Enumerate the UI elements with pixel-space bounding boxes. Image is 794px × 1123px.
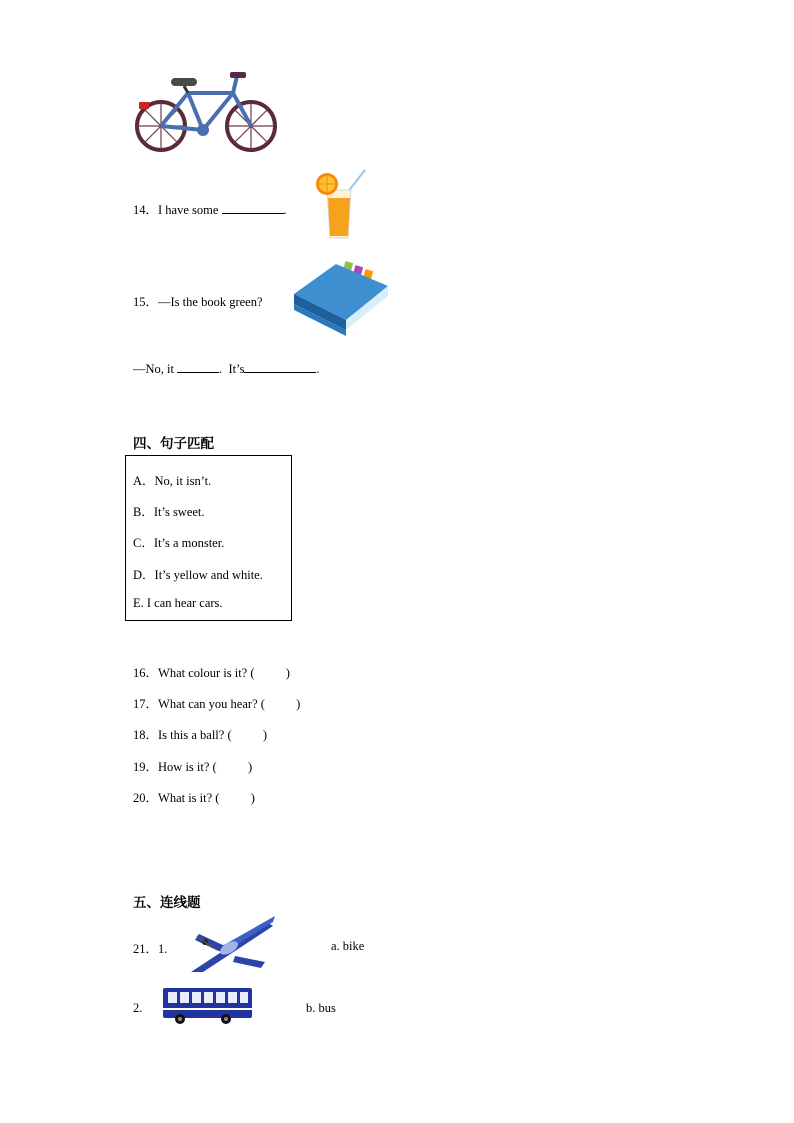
question-number: 21． xyxy=(133,942,159,956)
answer-paren[interactable]: ( ) xyxy=(215,791,255,805)
option-b xyxy=(133,502,205,520)
option-text: I can hear cars. xyxy=(146,596,223,610)
bicycle-image xyxy=(133,68,279,154)
option-d xyxy=(133,565,263,583)
answer-blank-1[interactable] xyxy=(177,360,219,373)
match-left-2: 2. xyxy=(133,1001,143,1015)
question-number: 20． xyxy=(133,791,159,805)
bus-image xyxy=(160,985,254,1027)
question-text: What is it? xyxy=(158,791,213,805)
options-box xyxy=(125,455,292,621)
option-c xyxy=(133,533,224,551)
answer-blank-2[interactable] xyxy=(244,360,316,373)
question-18 xyxy=(133,725,267,743)
answer-paren[interactable]: ( ) xyxy=(227,728,268,742)
question-14 xyxy=(133,200,287,218)
question-text: —Is the book green? xyxy=(158,295,263,309)
question-number: 17． xyxy=(133,697,159,711)
option-text: No, it isn’t. xyxy=(154,474,212,488)
orange-juice-image xyxy=(313,168,367,242)
question-text: Is this a ball? xyxy=(158,728,225,742)
match-right-b[interactable]: b. bus xyxy=(306,1001,336,1015)
question-text: What colour is it? xyxy=(158,666,248,680)
question-number: 15． xyxy=(133,295,159,309)
answer-mid: . It’s xyxy=(219,362,245,376)
question-number: 19． xyxy=(133,760,159,774)
question-text: I have some xyxy=(158,203,222,217)
option-text: It’s yellow and white. xyxy=(154,568,263,582)
question-number: 18． xyxy=(133,728,159,742)
option-letter: A． xyxy=(133,474,155,488)
question-21-number xyxy=(133,939,167,957)
option-e xyxy=(133,596,223,611)
option-text: It’s sweet. xyxy=(153,505,205,519)
option-letter: E. xyxy=(133,596,144,610)
answer-paren[interactable]: ( ) xyxy=(212,760,253,774)
question-17 xyxy=(133,694,300,712)
question-19 xyxy=(133,757,252,775)
answer-end: . xyxy=(316,362,320,376)
blue-book-image xyxy=(292,258,390,342)
section-5-heading: 五、连线题 xyxy=(133,895,201,911)
question-number: 16． xyxy=(133,666,159,680)
section-4-heading: 四、句子匹配 xyxy=(133,436,214,452)
question-15-answer xyxy=(133,360,320,377)
airplane-image xyxy=(185,914,277,974)
option-letter: B． xyxy=(133,505,154,519)
question-20 xyxy=(133,788,255,806)
question-end: . xyxy=(283,203,287,217)
answer-paren[interactable]: ( ) xyxy=(250,666,290,680)
question-number: 14． xyxy=(133,203,159,217)
match-left-1: 1. xyxy=(158,942,168,956)
answer-start: —No, it xyxy=(133,362,178,376)
question-16 xyxy=(133,663,290,681)
question-text: What can you hear? xyxy=(158,697,258,711)
option-letter: C． xyxy=(133,536,154,550)
option-a xyxy=(133,471,211,489)
answer-paren[interactable]: ( ) xyxy=(260,697,301,711)
answer-blank[interactable] xyxy=(222,201,284,214)
option-letter: D． xyxy=(133,568,155,582)
question-15 xyxy=(133,292,263,310)
match-right-a[interactable]: a. bike xyxy=(331,939,365,953)
question-text: How is it? xyxy=(158,760,210,774)
option-text: It’s a monster. xyxy=(153,536,225,550)
